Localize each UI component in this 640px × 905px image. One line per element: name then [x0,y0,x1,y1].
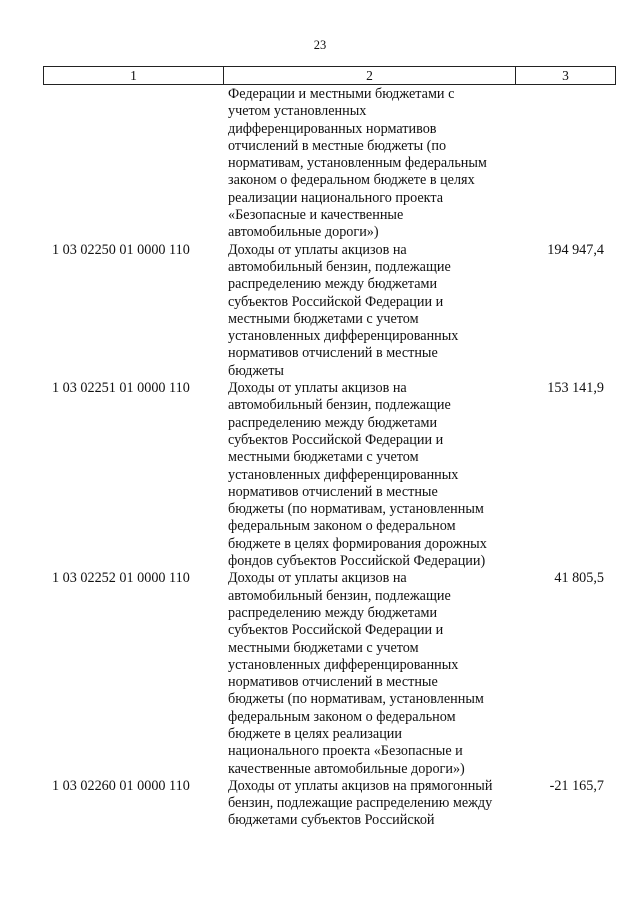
revenue-table-body [0,86,640,830]
table-row [0,86,640,242]
revenue-code: 1 03 02260 01 0000 110 [52,777,190,794]
revenue-code: 1 03 02250 01 0000 110 [52,241,190,258]
revenue-amount: 153 141,9 [547,380,604,397]
column-header-row [44,67,616,85]
revenue-description: Доходы от уплаты акцизов на автомобильный бензин, подлежащие распределению между бюджетами субъектов Российской Федерации и местными бюджетами с учетом установленных дифференцированных нормативов отчислений в местные бюджеты (по нормативам, установленным федеральным законом о федеральном бюджете в целях реализации национального проекта «Безопасные и качественные автомобильные дороги») [228,570,484,777]
revenue-description: Доходы от уплаты акцизов на прямогонный бензин, подлежащие распределению между бюджетами субъектов Российской [228,777,493,829]
revenue-description: Доходы от уплаты акцизов на автомобильный бензин, подлежащие распределению между бюджетами субъектов Российской Федерации и местными бюджетами с учетом установленных дифференцированных нормативов отчислений в местные бюджеты (по нормативам, установленным федеральным законом о федеральном бюджете в целях формирования дорожных фондов субъектов Российской Федерации) [228,380,487,570]
revenue-description: Федерации и местными бюджетами с учетом установленных дифференцированных нормативов отчислений в местные бюджеты (по нормативам, установленным федеральным законом о федеральном бюджете в целях реализации национального проекта «Безопасные и качественные автомобильные дороги») [228,86,487,241]
table-row [0,380,640,570]
revenue-code: 1 03 02251 01 0000 110 [52,380,190,397]
revenue-amount: 194 947,4 [547,241,604,258]
revenue-amount: -21 165,7 [549,777,604,794]
revenue-amount: 41 805,5 [554,570,604,587]
table-row [0,570,640,778]
column-header-table [43,66,616,85]
page-number: 23 [313,38,327,52]
column-header-3: 3 [516,67,616,85]
revenue-description: Доходы от уплаты акцизов на автомобильный бензин, подлежащие распределению между бюджетами субъектов Российской Федерации и местными бюджетами с учетом установленных дифференцированных нормативов отчислений в местные бюджеты [228,241,459,379]
table-row [0,778,640,830]
revenue-code: 1 03 02252 01 0000 110 [52,570,190,587]
column-header-1: 1 [44,67,224,85]
column-header-2: 2 [224,67,516,85]
table-row [0,242,640,380]
